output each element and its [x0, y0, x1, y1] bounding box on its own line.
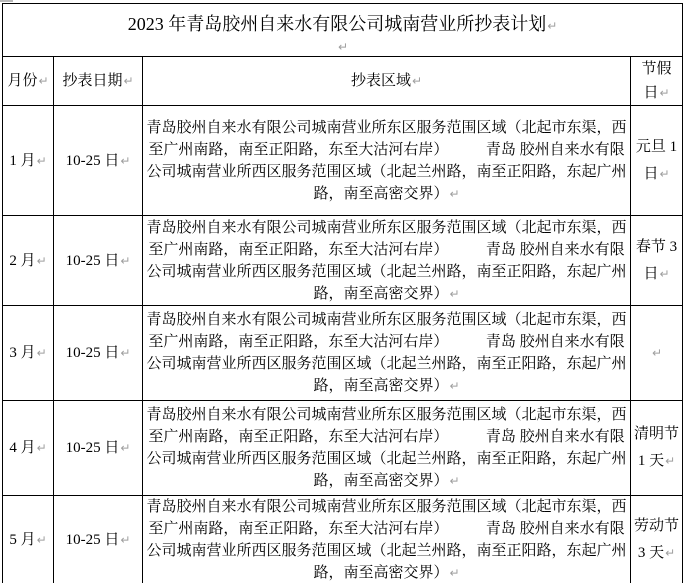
paragraph-mark-icon: ↵	[120, 153, 131, 168]
area-cell: 青岛胶州自来水有限公司城南营业所东区服务范围区域（北起市东渠，西至广州南路，南至正阳路，东至大沽河右岸） 青岛 胶州自来水有限公司城南营业所西区服务范围区域（北起兰州路，南至正阳路，东起广州路，南至高密交界）↵	[143, 496, 631, 583]
paragraph-mark-icon: ↵	[449, 379, 460, 393]
paragraph-mark-icon: ↵	[659, 166, 670, 181]
paragraph-mark-icon: ↵	[651, 345, 663, 360]
paragraph-mark-icon: ↵	[449, 566, 460, 580]
paragraph-mark-icon: ↵	[120, 346, 131, 360]
column-header-holiday: 节假日↵	[631, 57, 683, 106]
table-row-january	[3, 106, 683, 216]
month-cell: 1 月↵	[3, 106, 54, 216]
paragraph-mark-icon: ↵	[36, 346, 47, 360]
paragraph-mark-icon: ↵	[449, 186, 460, 201]
paragraph-mark-icon: ↵	[36, 253, 47, 268]
holiday-cell: 春节 3 日↵	[631, 216, 683, 306]
paragraph-mark-icon: ↵	[665, 454, 676, 468]
month-cell: 3 月↵	[3, 306, 54, 401]
title-row	[3, 4, 683, 57]
date-cell: 10-25 日↵	[54, 401, 143, 496]
paragraph-mark-icon: ↵	[38, 74, 49, 88]
paragraph-mark-icon: ↵	[123, 74, 134, 88]
month-cell: 5 月↵	[3, 496, 54, 583]
title-cell	[3, 4, 683, 57]
paragraph-mark-icon: ↵	[36, 153, 47, 168]
page-title: 2023 年青岛胶州自来水有限公司城南营业所抄表计划	[127, 13, 547, 34]
meter-reading-plan-table	[2, 3, 683, 583]
paragraph-mark-icon: ↵	[337, 39, 349, 54]
holiday-cell	[631, 306, 683, 401]
date-cell: 10-25 日↵	[54, 106, 143, 216]
holiday-cell: 清明节 1 天↵	[631, 401, 683, 496]
date-cell: 10-25 日↵	[54, 496, 143, 583]
area-cell: 青岛胶州自来水有限公司城南营业所东区服务范围区域（北起市东渠，西至广州南路，南至正阳路，东至大沽河右岸） 青岛 胶州自来水有限公司城南营业所西区服务范围区域（北起兰州路，南至正阳路，东起广州路，南至高密交界）↵	[143, 401, 631, 496]
paragraph-mark-icon: ↵	[449, 286, 460, 301]
paragraph-mark-icon: ↵	[36, 533, 47, 547]
paragraph-mark-icon: ↵	[411, 74, 423, 88]
column-header-area: 抄表区域↵	[143, 57, 631, 106]
paragraph-mark-icon: ↵	[547, 18, 558, 33]
paragraph-mark-icon: ↵	[120, 253, 131, 268]
paragraph-mark-icon: ↵	[665, 546, 676, 560]
table-row-march	[3, 306, 683, 401]
table-row-february	[3, 216, 683, 306]
paragraph-mark-icon: ↵	[659, 86, 670, 100]
area-cell: 青岛胶州自来水有限公司城南营业所东区服务范围区域（北起市东渠，西至广州南路，南至正阳路，东至大沽河右岸） 青岛 胶州自来水有限公司城南营业所西区服务范围区域（北起兰州路，南至正阳路，东起广州路，南至高密交界）↵	[143, 216, 631, 306]
holiday-cell: 劳动节 3 天↵	[631, 496, 683, 583]
month-cell: 4 月↵	[3, 401, 54, 496]
paragraph-mark-icon: ↵	[120, 533, 131, 547]
paragraph-mark-icon: ↵	[449, 474, 460, 488]
area-cell: 青岛胶州自来水有限公司城南营业所东区服务范围区域（北起市东渠，西至广州南路，南至正阳路，东至大沽河右岸） 青岛 胶州自来水有限公司城南营业所西区服务范围区域（北起兰州路，南至正阳路，东起广州路，南至高密交界）↵	[143, 106, 631, 216]
date-cell: 10-25 日↵	[54, 216, 143, 306]
table-row-may	[3, 496, 683, 583]
paragraph-mark-icon: ↵	[120, 441, 131, 455]
table-handle-mark	[0, 0, 13, 2]
column-header-date: 抄表日期↵	[54, 57, 143, 106]
paragraph-mark-icon: ↵	[659, 266, 670, 281]
header-row	[3, 57, 683, 106]
month-cell: 2 月↵	[3, 216, 54, 306]
date-cell: 10-25 日↵	[54, 306, 143, 401]
column-header-month: 月份↵	[3, 57, 54, 106]
area-cell: 青岛胶州自来水有限公司城南营业所东区服务范围区域（北起市东渠，西至广州南路，南至正阳路，东至大沽河右岸） 青岛 胶州自来水有限公司城南营业所西区服务范围区域（北起兰州路，南至正阳路，东起广州路，南至高密交界）↵	[143, 306, 631, 401]
table-row-april	[3, 401, 683, 496]
holiday-cell: 元旦 1 日↵	[631, 106, 683, 216]
paragraph-mark-icon: ↵	[36, 441, 47, 455]
